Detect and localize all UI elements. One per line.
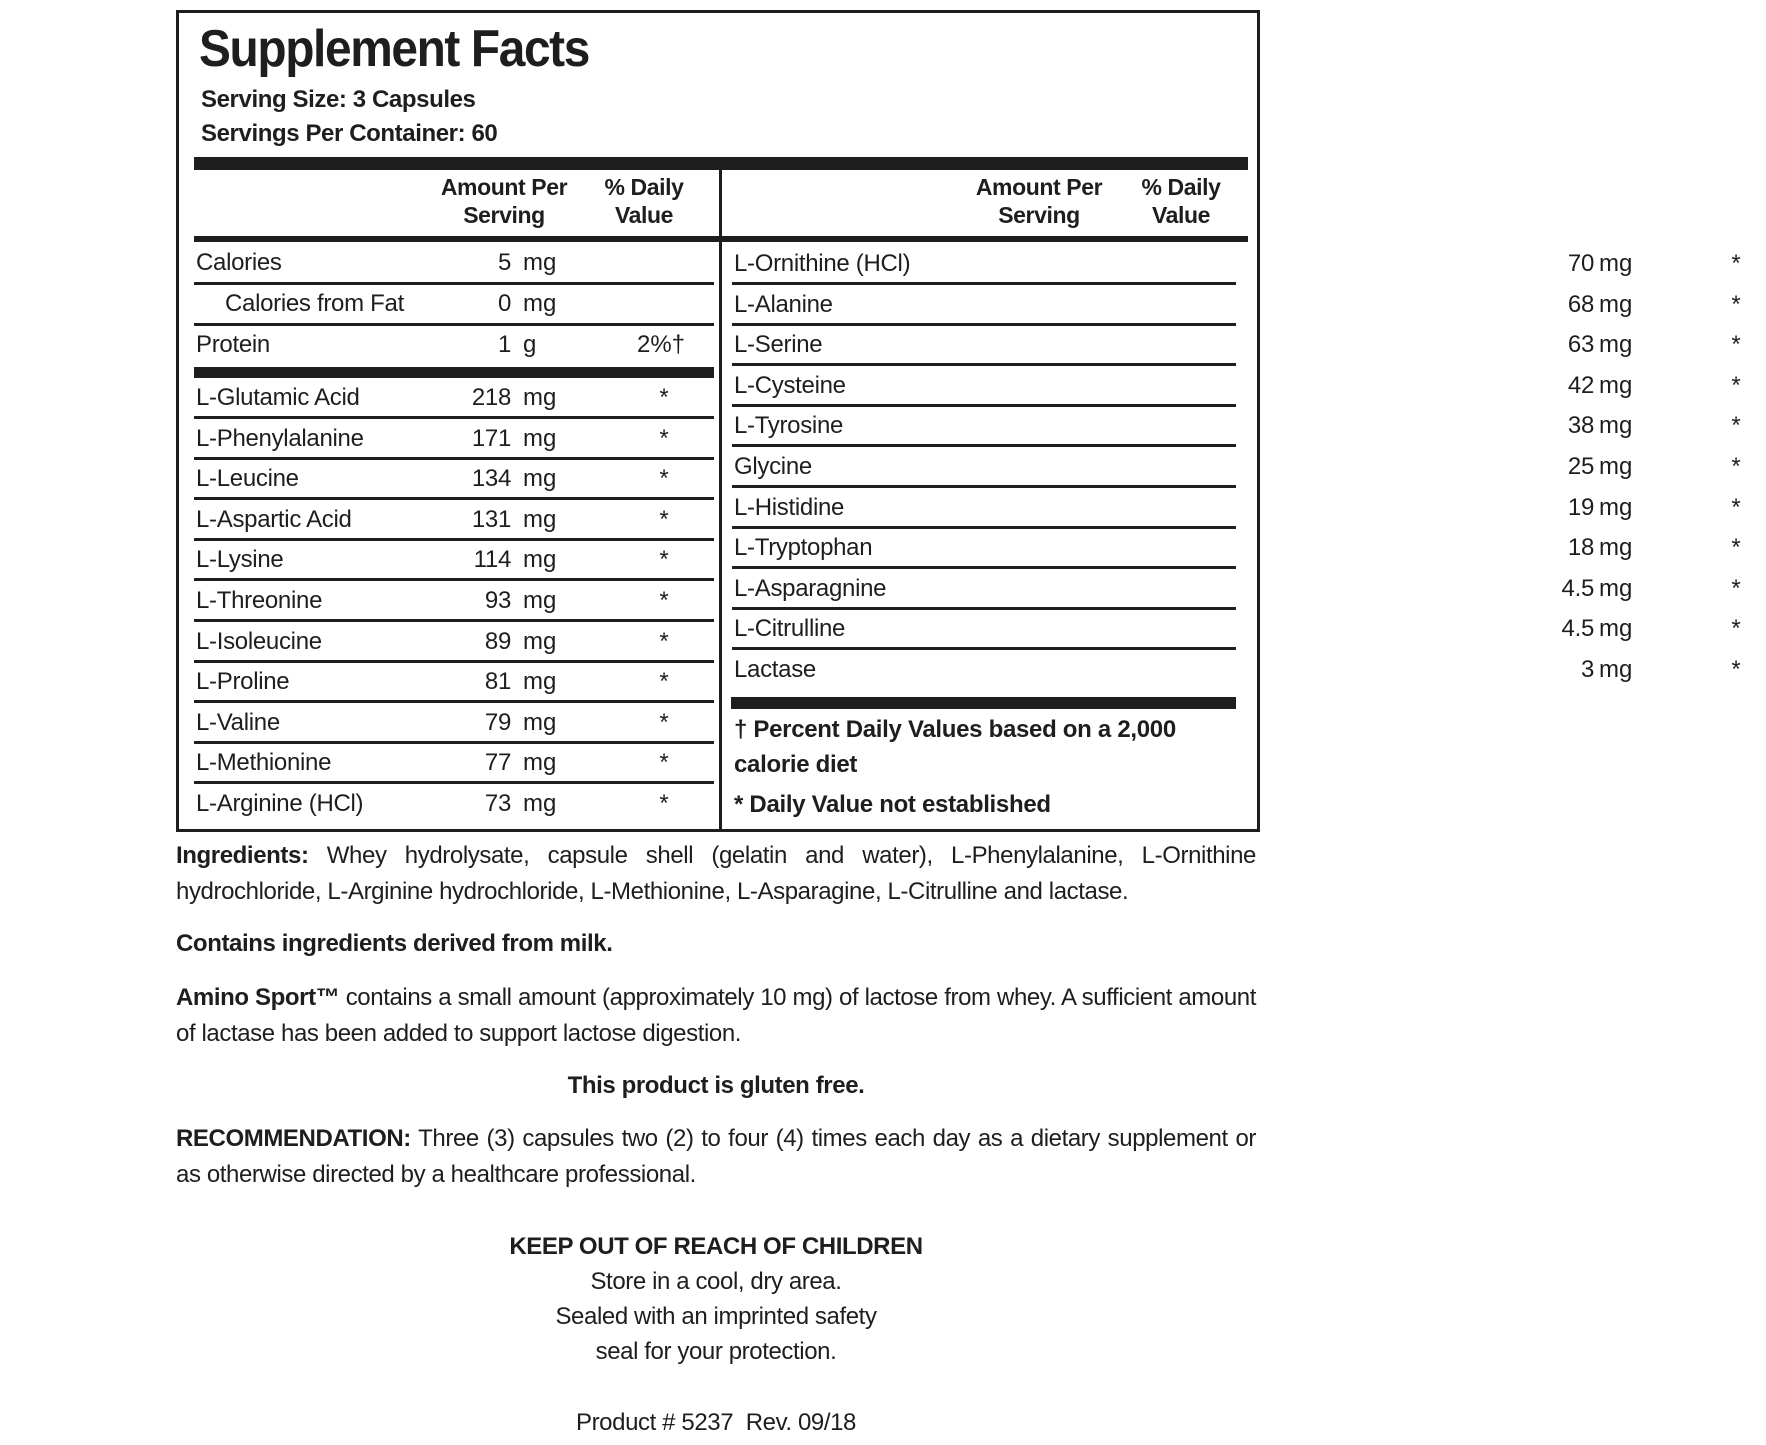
nutrient-dv: * <box>659 790 669 817</box>
nutrient-dv: * <box>1731 412 1741 440</box>
nutrient-amount: 4.5 <box>1561 615 1594 643</box>
nutrient-unit: mg <box>1599 453 1633 480</box>
nutrient-amount: 171 <box>471 424 511 452</box>
nutrient-row <box>734 326 1741 364</box>
header-divider-right <box>722 236 1248 242</box>
nutrient-name: L-Citrulline <box>734 615 846 643</box>
nutrient-dv: * <box>659 384 669 411</box>
ingredients-text: Whey hydrolysate, capsule shell (gelatin and water), L-Phenylalanine, L-Ornithine hydrochloride, L-Arginine hydrochloride, L-Methionine, L-Asparagine, L-Citrulline and lactase. <box>176 842 1256 905</box>
nutrient-row <box>734 570 1741 608</box>
nutrient-unit: mg <box>1599 574 1633 602</box>
row-rule <box>732 647 1236 650</box>
nutrient-amount: 1 <box>497 331 511 358</box>
left-dv-header <box>584 173 704 229</box>
row-rule <box>194 660 714 663</box>
nutrient-dv: * <box>1731 371 1741 399</box>
nutrient-row <box>196 285 714 323</box>
brand-name: Amino Sport™ <box>176 984 340 1011</box>
nutrient-unit: mg <box>523 749 557 777</box>
nutrient-row <box>734 407 1741 445</box>
nutrient-dv: * <box>659 546 669 574</box>
nutrient-name: L-Isoleucine <box>196 627 322 655</box>
nutrient-dv: 2%† <box>636 331 686 358</box>
nutrient-dv: * <box>1731 656 1741 683</box>
nutrient-row <box>196 379 714 417</box>
allergen-statement <box>176 926 1256 962</box>
nutrient-name: L-Lysine <box>196 546 284 574</box>
nutrient-name: Glycine <box>734 453 812 480</box>
nutrient-unit: g <box>523 331 537 358</box>
nutrient-row <box>196 501 714 539</box>
nutrient-name: L-Arginine (HCl) <box>196 790 364 817</box>
row-rule <box>194 741 714 744</box>
row-rule <box>194 457 714 460</box>
nutrient-name: L-Ornithine (HCl) <box>734 250 911 277</box>
nutrient-row <box>734 529 1741 567</box>
seal-line-1: Sealed with an imprinted safety <box>555 1303 877 1330</box>
nutrient-amount: 38 <box>1567 412 1594 440</box>
nutrient-amount: 0 <box>497 290 511 317</box>
row-rule <box>194 781 714 784</box>
footnote-star: * Daily Value not established <box>734 791 1051 818</box>
nutrient-name: L-Methionine <box>196 749 332 777</box>
footnote-dagger-line2: calorie diet <box>734 751 858 778</box>
nutrient-name: L-Glutamic Acid <box>196 384 360 411</box>
nutrient-row <box>734 489 1741 527</box>
header-divider-left <box>194 236 719 242</box>
nutrient-name: L-Valine <box>196 708 280 736</box>
nutrient-unit: mg <box>1599 290 1633 318</box>
nutrient-amount: 68 <box>1567 290 1594 318</box>
row-rule <box>732 485 1236 488</box>
row-rule <box>732 444 1236 447</box>
dv-header-line2: Value <box>1151 202 1211 228</box>
nutrient-dv: * <box>1731 290 1741 318</box>
nutrient-amount: 25 <box>1567 453 1594 480</box>
nutrient-dv: * <box>659 749 669 777</box>
nutrient-name: L-Proline <box>196 668 290 696</box>
lactose-paragraph <box>176 980 1256 1052</box>
nutrient-name: L-Asparagnine <box>734 574 887 602</box>
row-rule <box>732 282 1236 285</box>
nutrient-dv: * <box>1731 493 1741 521</box>
nutrient-dv: * <box>659 424 669 452</box>
nutrient-name: L-Serine <box>734 331 823 359</box>
nutrient-row <box>734 651 1741 689</box>
nutrient-name: L-Leucine <box>196 465 299 493</box>
nutrient-unit: mg <box>523 384 557 411</box>
nutrient-unit: mg <box>523 424 557 452</box>
nutrient-dv: * <box>659 668 669 696</box>
nutrient-unit: mg <box>523 249 557 276</box>
nutrient-row <box>196 244 714 282</box>
left-amount-header <box>429 173 579 229</box>
serving-size: Serving Size: 3 Capsules <box>201 86 476 113</box>
nutrient-unit: mg <box>523 290 557 317</box>
nutrient-unit: mg <box>523 708 557 736</box>
nutrient-name: Calories <box>196 249 282 276</box>
nutrient-dv: * <box>659 505 669 533</box>
nutrient-dv: * <box>1731 615 1741 643</box>
dv-header-line2: Value <box>614 202 674 228</box>
nutrient-dv: * <box>659 708 669 736</box>
row-rule <box>194 497 714 500</box>
nutrient-row <box>196 582 714 620</box>
nutrient-row <box>196 541 714 579</box>
product-number: Product # 5237 Rev. 09/18 <box>575 1409 856 1436</box>
nutrient-amount: 18 <box>1567 534 1594 562</box>
nutrient-amount: 63 <box>1567 331 1594 359</box>
amount-header-line1: Amount Per <box>440 174 568 200</box>
row-rule <box>732 363 1236 366</box>
nutrient-unit: mg <box>1599 250 1633 277</box>
nutrient-amount: 19 <box>1567 493 1594 521</box>
nutrient-name: L-Alanine <box>734 290 833 318</box>
nutrient-dv: * <box>659 627 669 655</box>
row-rule <box>194 578 714 581</box>
nutrient-row <box>196 744 714 782</box>
nutrient-unit: mg <box>1599 656 1633 683</box>
nutrient-unit: mg <box>1599 615 1633 643</box>
recommendation-label: RECOMMENDATION: <box>176 1125 411 1152</box>
nutrient-unit: mg <box>523 587 557 614</box>
nutrient-name: L-Histidine <box>734 493 845 521</box>
allergen-text: Contains ingredients derived from milk. <box>176 930 613 957</box>
nutrient-row <box>196 785 714 823</box>
nutrient-amount: 93 <box>484 587 511 614</box>
nutrient-amount: 42 <box>1567 371 1594 399</box>
nutrient-name: Calories from Fat <box>225 290 404 317</box>
recommendation-text: Three (3) capsules two (2) to four (4) times each day as a dietary supplement or as otherwise directed by a healthcare professional. <box>176 1125 1256 1188</box>
nutrient-amount: 89 <box>484 627 511 655</box>
row-rule <box>194 700 714 703</box>
footnote-dagger <box>734 712 1244 782</box>
nutrient-amount: 218 <box>471 384 511 411</box>
nutrient-row <box>196 663 714 701</box>
row-rule <box>732 607 1236 610</box>
nutrient-name: L-Tryptophan <box>734 534 873 562</box>
nutrient-unit: mg <box>523 505 557 533</box>
nutrient-name: Lactase <box>734 656 816 683</box>
nutrient-row <box>196 704 714 742</box>
nutrient-unit: mg <box>1599 331 1633 359</box>
row-rule <box>194 538 714 541</box>
nutrient-amount: 131 <box>471 505 511 533</box>
nutrient-amount: 81 <box>484 668 511 696</box>
nutrient-name: Protein <box>196 331 270 358</box>
warning-heading: KEEP OUT OF REACH OF CHILDREN <box>509 1233 923 1260</box>
thick-divider-footnotes <box>731 697 1236 709</box>
nutrient-unit: mg <box>1599 412 1633 440</box>
nutrient-name: L-Cysteine <box>734 371 846 399</box>
gluten-free-statement: This product is gluten free. <box>567 1072 865 1099</box>
nutrient-name: L-Phenylalanine <box>196 424 364 452</box>
nutrient-name: L-Tyrosine <box>734 412 844 440</box>
nutrient-unit: mg <box>523 668 557 696</box>
nutrient-row <box>196 623 714 661</box>
nutrient-amount: 73 <box>484 790 511 817</box>
ingredients-paragraph <box>176 838 1256 910</box>
row-rule <box>732 566 1236 569</box>
nutrient-row <box>734 367 1741 405</box>
panel-title: Supplement Facts <box>199 20 589 78</box>
row-rule <box>732 404 1236 407</box>
nutrient-row <box>196 420 714 458</box>
dv-header-line1: % Daily <box>604 174 684 200</box>
nutrient-dv: * <box>659 587 669 614</box>
dv-header-line1: % Daily <box>1141 174 1221 200</box>
column-divider <box>719 170 722 829</box>
nutrient-dv: * <box>1731 453 1741 480</box>
nutrient-dv: * <box>1731 331 1741 359</box>
nutrient-unit: mg <box>1599 493 1633 521</box>
nutrient-unit: mg <box>523 790 557 817</box>
nutrient-amount: 4.5 <box>1561 574 1594 602</box>
nutrient-unit: mg <box>1599 371 1633 399</box>
nutrient-amount: 70 <box>1567 250 1594 277</box>
nutrient-unit: mg <box>523 627 557 655</box>
thick-divider-top <box>194 157 1248 170</box>
amount-header-line2: Serving <box>463 202 545 228</box>
nutrient-dv: * <box>1731 250 1741 277</box>
nutrient-row <box>734 448 1741 486</box>
ingredients-label: Ingredients: <box>176 842 309 869</box>
nutrient-dv: * <box>1731 534 1741 562</box>
servings-per-container: Servings Per Container: 60 <box>201 120 498 147</box>
nutrient-amount: 77 <box>484 749 511 777</box>
row-rule <box>194 416 714 419</box>
nutrient-name: L-Threonine <box>196 587 323 614</box>
nutrient-dv: * <box>659 465 669 493</box>
right-dv-header <box>1121 173 1241 229</box>
nutrient-dv: * <box>1731 574 1741 602</box>
nutrient-row <box>196 326 714 364</box>
seal-line-2: seal for your protection. <box>595 1338 837 1365</box>
nutrient-unit: mg <box>523 465 557 493</box>
nutrient-row <box>734 245 1741 283</box>
amount-header-line2: Serving <box>998 202 1080 228</box>
footnote-dagger-line1: † Percent Daily Values based on a 2,000 <box>734 716 1176 743</box>
row-rule <box>194 619 714 622</box>
nutrient-row <box>196 460 714 498</box>
nutrient-row <box>734 286 1741 324</box>
nutrient-amount: 134 <box>471 465 511 493</box>
nutrient-amount: 79 <box>484 708 511 736</box>
lactose-text: contains a small amount (approximately 10 mg) of lactose from whey. A sufficient amount of lactase has been added to support lactose digestion. <box>176 984 1256 1047</box>
nutrient-name: L-Aspartic Acid <box>196 505 352 533</box>
nutrient-amount: 5 <box>497 249 511 276</box>
row-rule <box>732 526 1236 529</box>
thick-divider-amino <box>194 367 714 378</box>
nutrient-amount: 114 <box>473 546 511 574</box>
row-rule <box>732 323 1236 326</box>
nutrient-row <box>734 610 1741 648</box>
nutrient-amount: 3 <box>1580 656 1594 683</box>
supplement-facts-panel <box>176 10 1741 832</box>
amount-header-line1: Amount Per <box>975 174 1103 200</box>
recommendation-paragraph <box>176 1121 1256 1193</box>
nutrient-unit: mg <box>523 546 557 574</box>
storage-line: Store in a cool, dry area. <box>590 1268 842 1295</box>
right-amount-header <box>964 173 1114 229</box>
nutrient-unit: mg <box>1599 534 1633 562</box>
